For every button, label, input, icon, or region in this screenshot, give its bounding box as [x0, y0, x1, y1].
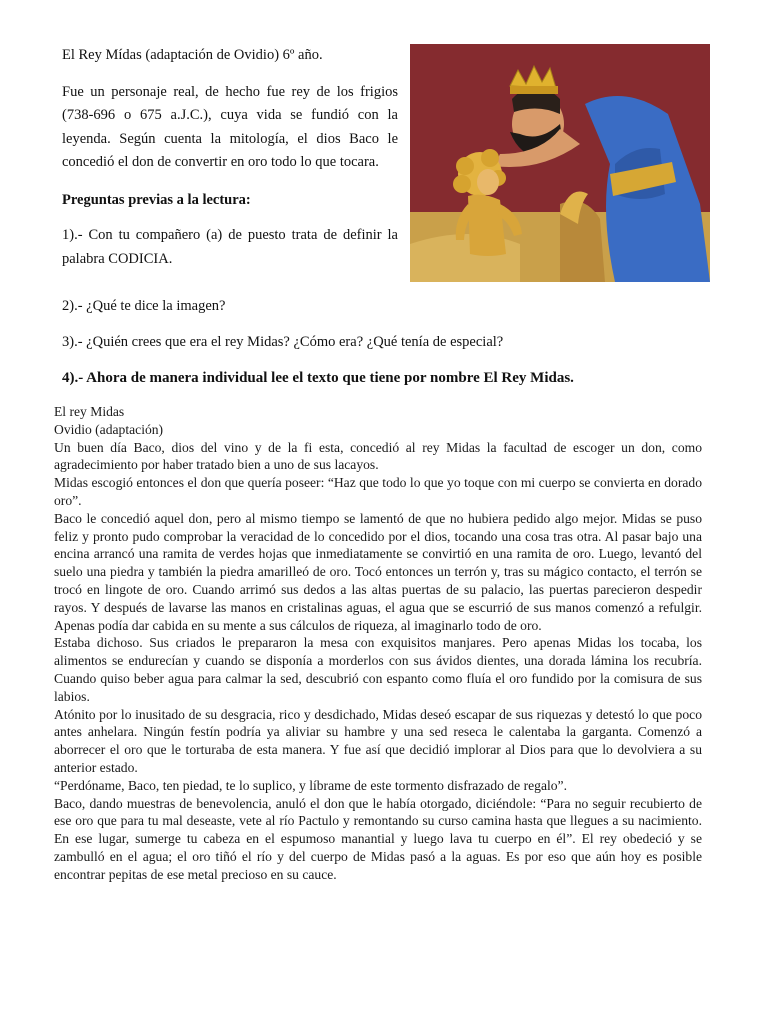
story-title: El rey Midas: [54, 404, 125, 419]
intro-section: [62, 44, 398, 285]
story-paragraph: “Perdóname, Baco, ten piedad, te lo suplico, y líbrame de este tormento disfrazado de regalo”.: [54, 777, 567, 793]
king-midas-illustration: [410, 44, 710, 282]
intro-paragraph: Fue un personaje real, de hecho fue rey de los frigios (738-696 o 675 a.J.C.), cuya vida se fundió con la leyenda. Según cuenta la mitología, el dios Baco le concedió el don de convertir en oro todo lo que tocara.: [62, 83, 398, 170]
story-subtitle: Ovidio (adaptación): [54, 421, 164, 437]
question-3: 3).- ¿Quién crees que era el rey Midas? ¿Cómo era? ¿Qué tenía de especial?: [62, 334, 504, 350]
story-paragraph: Baco le concedió aquel don, pero al mismo tiempo se lamentó de que no hubiera pedido algo mejor. Midas se puso feliz y pronto pudo comprobar la veracidad de lo concedido por el dios, tocando una cosa tras otra. Al pasar bajo una encina arrancó una ramita de verdes hojas que inmediatamente se convirtió en una ramita de oro. Luego, levantó del suelo una piedra y también la piedra amarilleó de oro. Tocó entonces un terrón y, tras su mágico contacto, el terrón se trocó en lingote de oro. Cuando arrimó sus dedos a las altas puertas de su palacio, las puertas parecieron despedir rayos. Y después de lavarse las manos en cristalinas aguas, el agua que se escurrió de sus manos comenzó a refulgir. Apenas podía dar cabida en su mente a sus cálculos de riqueza, al imaginarlo todo de oro.: [54, 510, 702, 633]
story-section: [54, 403, 702, 884]
question-4: 4).- Ahora de manera individual lee el texto que tiene por nombre El Rey Midas.: [62, 370, 574, 386]
story-paragraph: Midas escogió entonces el don que quería poseer: “Haz que todo lo que yo toque con mi cuerpo se convierta en dorado oro”.: [54, 475, 702, 508]
story-paragraph: Baco, dando muestras de benevolencia, anuló el don que le había otorgado, diciéndole: “Para no seguir recubierto de ese oro que para tu mal deseaste, vete al río Pactulo y remontando su curso camina hasta que llegues a su nacimiento. En ese lugar, sumerge tu cabeza en el espumoso manantial y luego lava tu cuerpo en él”. El rey obedeció y se zambulló en el agua; el oro tiñó el río y del cuerpo de Midas pasó a la aguas. Es por eso que aún hoy es posible encontrar pepitas de ese metal precioso en su cauce.: [54, 795, 702, 882]
document-title: El Rey Mídas (adaptación de Ovidio) 6º año.: [62, 47, 323, 63]
questions-heading: Preguntas previas a la lectura:: [62, 191, 251, 208]
question-1: 1).- Con tu compañero (a) de puesto trata de definir la palabra CODICIA.: [62, 227, 398, 267]
question-2: 2).- ¿Qué te dice la imagen?: [62, 298, 226, 314]
story-paragraph: Atónito por lo inusitado de su desgracia, rico y desdichado, Midas deseó escapar de sus riquezas y detestó lo que poco antes anhelara. Ningún festín podría ya aliviar su hambre y una sed reseca le calentaba la garganta. Comenzó a aborrecer el oro que le torturaba de esta manera. Y fue así que decidió implorar al Dios para que lo devolviera a su anterior estado.: [54, 706, 702, 775]
story-paragraph: Un buen día Baco, dios del vino y de la fi esta, concedió al rey Midas la facultad de escoger un don, como agradecimiento por haber tratado bien a uno de sus lacayos.: [54, 439, 702, 473]
story-paragraph: Estaba dichoso. Sus criados le prepararon la mesa con exquisitos manjares. Pero apenas Midas los tocaba, los alimentos se endurecían y cuando se disponía a morderlos con sus ávidos dientes, una dorada lámina los recubría. Cuando quiso beber agua para calmar la sed, descubrió con espanto como fluía el oro fundido por la comisura de sus labios.: [54, 635, 702, 704]
